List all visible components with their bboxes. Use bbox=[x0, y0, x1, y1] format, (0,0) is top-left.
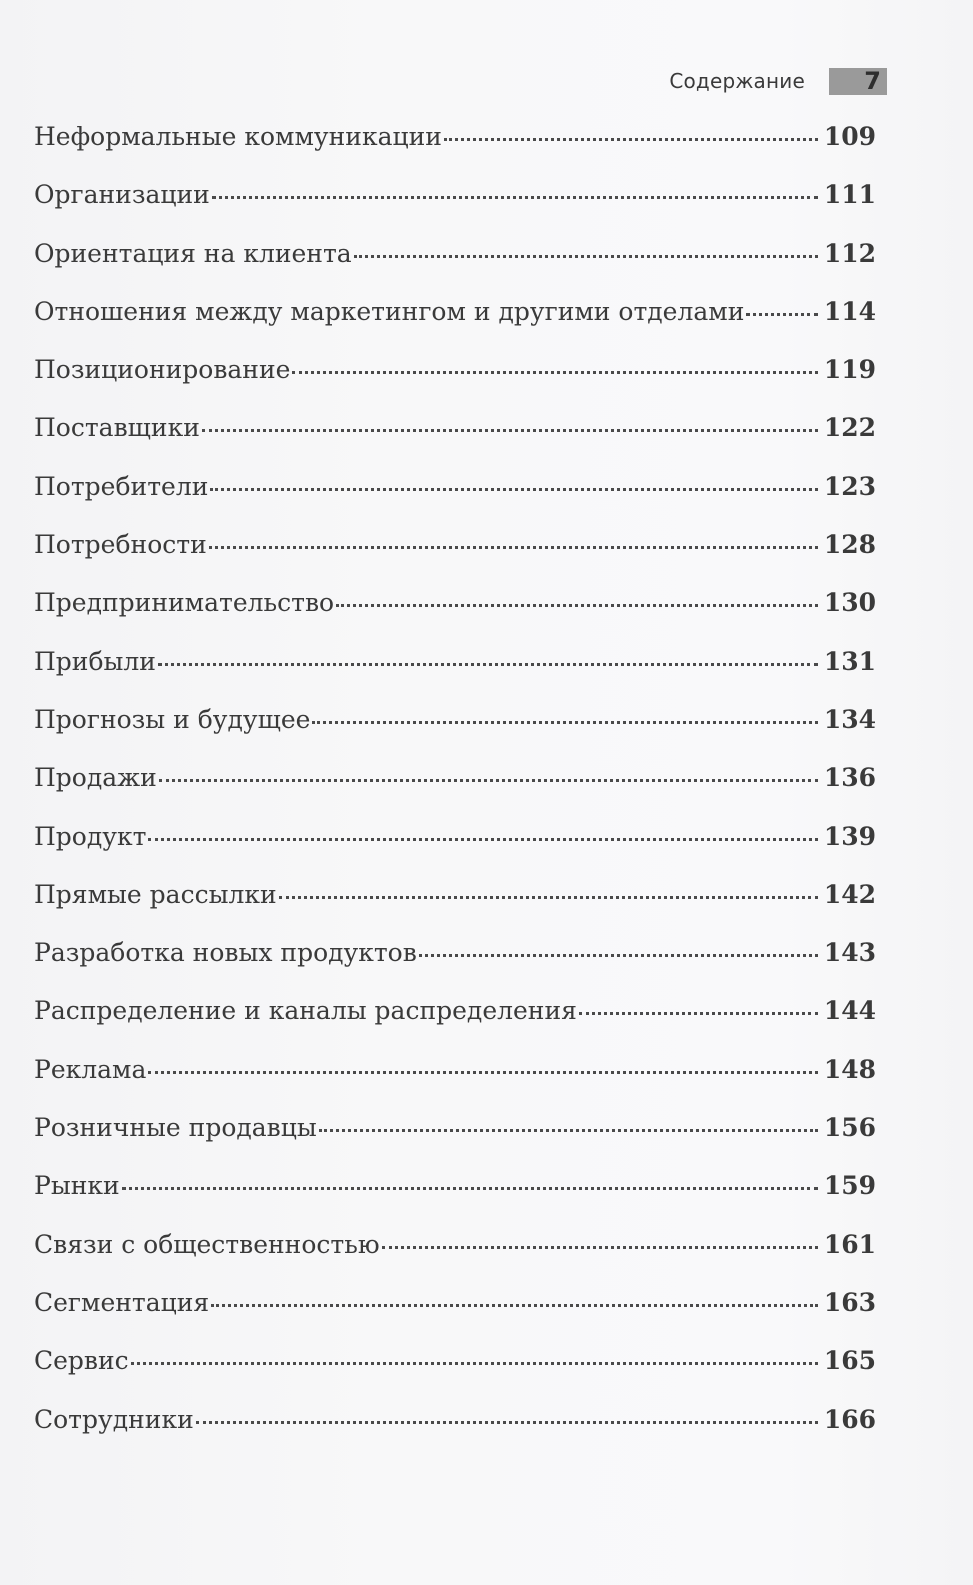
dot-leader bbox=[210, 470, 817, 495]
toc-entry-label: Сегментация bbox=[34, 1287, 210, 1317]
toc-entry-page: 128 bbox=[823, 530, 876, 560]
toc-entry-page: 165 bbox=[823, 1346, 876, 1376]
toc-entry[interactable] bbox=[34, 1403, 876, 1461]
toc-entry-label: Прямые рассылки bbox=[34, 879, 277, 909]
toc-entry-label: Связи с общественностью bbox=[34, 1229, 380, 1259]
toc-entry-label: Рынки bbox=[34, 1171, 120, 1201]
dot-leader bbox=[131, 1344, 818, 1369]
toc-entry-label: Прибыли bbox=[34, 646, 156, 676]
toc-entry-page: 163 bbox=[823, 1287, 876, 1317]
toc-entry-label: Потребители bbox=[34, 471, 209, 501]
toc-entry-page: 123 bbox=[823, 471, 876, 501]
dot-leader bbox=[319, 1111, 818, 1136]
toc-entry[interactable] bbox=[34, 761, 876, 819]
toc-entry-label: Предпринимательство bbox=[34, 588, 335, 618]
dot-leader bbox=[196, 1403, 818, 1428]
toc-entry-page: 139 bbox=[823, 821, 876, 851]
toc-entry-page: 134 bbox=[823, 704, 876, 734]
dot-leader bbox=[158, 645, 818, 670]
dot-leader bbox=[148, 820, 817, 845]
toc-entry[interactable] bbox=[34, 237, 876, 295]
toc-entry-page: 166 bbox=[823, 1404, 876, 1434]
dot-leader bbox=[159, 761, 818, 786]
toc-entry-page: 144 bbox=[823, 996, 876, 1026]
dot-leader bbox=[209, 528, 818, 553]
toc-entry-label: Сотрудники bbox=[34, 1404, 194, 1434]
toc-entry-page: 109 bbox=[823, 122, 876, 151]
dot-leader bbox=[148, 1053, 817, 1078]
dot-leader bbox=[419, 936, 818, 961]
table-of-contents bbox=[34, 120, 876, 1461]
toc-entry-page: 131 bbox=[823, 646, 876, 676]
toc-entry-page: 112 bbox=[823, 238, 876, 268]
toc-entry-label: Продажи bbox=[34, 763, 157, 793]
toc-entry[interactable] bbox=[34, 1286, 876, 1344]
toc-entry-page: 143 bbox=[823, 938, 876, 968]
toc-entry-label: Разработка новых продуктов bbox=[34, 938, 417, 968]
toc-entry[interactable] bbox=[34, 528, 876, 586]
toc-entry-label: Неформальные коммуникации bbox=[34, 122, 442, 151]
dot-leader bbox=[211, 1286, 818, 1311]
dot-leader bbox=[354, 237, 818, 262]
toc-entry[interactable] bbox=[34, 353, 876, 411]
toc-entry-label: Организации bbox=[34, 180, 210, 210]
toc-entry-page: 114 bbox=[823, 296, 876, 326]
dot-leader bbox=[122, 1169, 818, 1194]
toc-entry[interactable] bbox=[34, 411, 876, 469]
dot-leader bbox=[444, 120, 818, 145]
toc-entry[interactable] bbox=[34, 1228, 876, 1286]
toc-entry-label: Позиционирование bbox=[34, 355, 291, 385]
toc-entry-page: 148 bbox=[823, 1054, 876, 1084]
toc-entry[interactable] bbox=[34, 994, 876, 1052]
toc-entry-label: Ориентация на клиента bbox=[34, 238, 352, 268]
page-number: 7 bbox=[864, 67, 881, 95]
toc-entry-label: Розничные продавцы bbox=[34, 1113, 317, 1143]
dot-leader bbox=[212, 178, 818, 203]
toc-entry[interactable] bbox=[34, 120, 876, 178]
toc-entry[interactable] bbox=[34, 820, 876, 878]
toc-entry-page: 122 bbox=[823, 413, 876, 443]
toc-entry[interactable] bbox=[34, 1111, 876, 1169]
toc-entry-label: Реклама bbox=[34, 1054, 147, 1084]
toc-entry-page: 156 bbox=[823, 1113, 876, 1143]
dot-leader bbox=[292, 353, 817, 378]
dot-leader bbox=[312, 703, 817, 728]
toc-entry[interactable] bbox=[34, 178, 876, 236]
toc-entry[interactable] bbox=[34, 470, 876, 528]
toc-entry-page: 142 bbox=[823, 879, 876, 909]
running-head bbox=[0, 66, 887, 96]
dot-leader bbox=[579, 994, 818, 1019]
dot-leader bbox=[279, 878, 818, 903]
dot-leader bbox=[382, 1228, 818, 1253]
dot-leader bbox=[202, 411, 818, 436]
toc-entry[interactable] bbox=[34, 586, 876, 644]
toc-entry-page: 111 bbox=[823, 180, 876, 210]
toc-entry-label: Сервис bbox=[34, 1346, 129, 1376]
toc-entry-label: Распределение и каналы распределения bbox=[34, 996, 577, 1026]
toc-entry-label: Потребности bbox=[34, 530, 207, 560]
toc-entry-page: 159 bbox=[823, 1171, 876, 1201]
toc-entry[interactable] bbox=[34, 1344, 876, 1402]
toc-entry-page: 130 bbox=[823, 588, 876, 618]
toc-entry[interactable] bbox=[34, 878, 876, 936]
toc-entry[interactable] bbox=[34, 936, 876, 994]
section-title: Содержание bbox=[669, 69, 805, 93]
toc-entry[interactable] bbox=[34, 1053, 876, 1111]
toc-entry-label: Поставщики bbox=[34, 413, 200, 443]
toc-entry[interactable] bbox=[34, 645, 876, 703]
toc-entry[interactable] bbox=[34, 703, 876, 761]
toc-entry[interactable] bbox=[34, 1169, 876, 1227]
toc-entry-label: Прогнозы и будущее bbox=[34, 704, 311, 734]
toc-entry-page: 161 bbox=[823, 1229, 876, 1259]
dot-leader bbox=[336, 586, 818, 611]
toc-entry-page: 136 bbox=[823, 763, 876, 793]
toc-entry-page: 119 bbox=[823, 355, 876, 385]
toc-entry-label: Продукт bbox=[34, 821, 147, 851]
toc-entry[interactable] bbox=[34, 295, 876, 353]
page-number-box bbox=[829, 68, 887, 95]
toc-entry-label: Отношения между маркетингом и другими отделами bbox=[34, 296, 745, 326]
dot-leader bbox=[746, 295, 817, 320]
